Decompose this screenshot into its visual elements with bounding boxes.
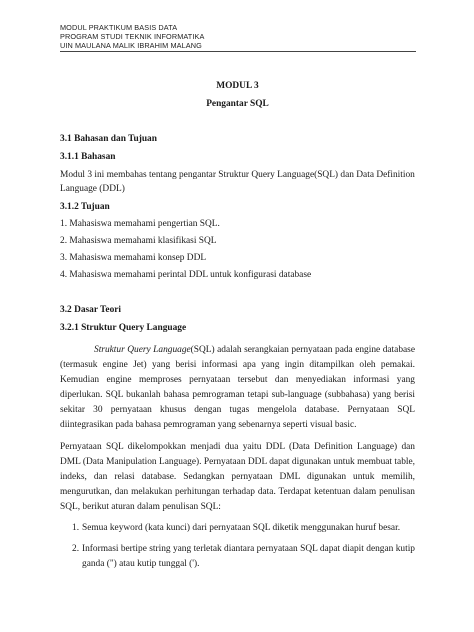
goals-list bbox=[60, 217, 415, 282]
rule-text: Informasi bertipe string yang terletak diantara pernyataan SQL dapat diapit dengan kutip ganda (") atau kutip tunggal ('). bbox=[82, 544, 415, 569]
rule-item bbox=[60, 521, 415, 536]
section-3-2-1-heading: 3.2.1 Struktur Query Language bbox=[60, 323, 187, 333]
section-3-1-heading: 3.1 Bahasan dan Tujuan bbox=[60, 134, 157, 144]
rule-item bbox=[60, 542, 415, 572]
header-university: UIN MAULANA MALIK IBRAHIM MALANG bbox=[60, 41, 202, 50]
module-title: MODUL 3 bbox=[216, 81, 259, 91]
header-course: MODUL PRAKTIKUM BASIS DATA bbox=[60, 23, 178, 32]
header-program: PROGRAM STUDI TEKNIK INFORMATIKA bbox=[60, 32, 205, 41]
sql-term: Struktur Query Language bbox=[94, 345, 191, 355]
sql-classification-paragraph: Pernyataan SQL dikelompokkan menjadi dua yaitu DDL (Data Definition Language) dan DML (Data Manipulation Language). Pernyataan DDL dapat digunakan untuk membuat table, indeks, dan relasi database. Sedangkan pernyataan DML digunakan untuk memilih, mengurutkan, dan melakukan perhitungan terhadap data. Terdapat ketentuan dalam penulisan SQL, berikut aturan dalam penulisan SQL: bbox=[60, 442, 415, 512]
rules-list bbox=[60, 521, 415, 572]
module-subtitle: Pengantar SQL bbox=[206, 99, 269, 109]
section-3-1-2-heading: 3.1.2 Tujuan bbox=[60, 202, 110, 212]
header-rule bbox=[60, 51, 416, 52]
section-3-2-heading: 3.2 Dasar Teori bbox=[60, 305, 122, 315]
goal-item: 3. Mahasiswa memahami konsep DDL bbox=[60, 253, 207, 263]
document-body bbox=[60, 79, 415, 572]
rule-number: 1. bbox=[72, 523, 80, 533]
running-header bbox=[60, 23, 416, 52]
rule-text: Semua keyword (kata kunci) dari pernyataan SQL diketik menggunakan huruf besar. bbox=[82, 523, 401, 533]
sql-definition-paragraph bbox=[60, 343, 415, 433]
section-3-1-1-text: Modul 3 ini membahas tentang pengantar Struktur Query Language(SQL) dan Data Definition Language (DDL) bbox=[60, 170, 415, 194]
sql-definition-text: (SQL) adalah serangkaian pernyataan pada engine database (termasuk engine Jet) yang berisi informasi apa yang ingin ditampilkan oleh pemakai. Kemudian engine memproses pernyataan tersebut dan menyediakan informasi yang diperlukan. SQL bukanlah bahasa pemrograman tetapi sub-language (subbahasa) yang berisi sekitar 30 pernyataan khusus dengan tugas mengelola database. Pernyataan SQL diintegrasikan pada bahasa pemrograman yang sebenarnya seperti visual basic. bbox=[60, 345, 415, 430]
rule-number: 2. bbox=[72, 544, 80, 554]
section-3-1-1-heading: 3.1.1 Bahasan bbox=[60, 152, 116, 162]
goal-item: 2. Mahasiswa memahami klasifikasi SQL bbox=[60, 236, 217, 246]
goal-item: 4. Mahasiswa memahami perintal DDL untuk konfigurasi database bbox=[60, 270, 312, 280]
goal-item: 1. Mahasiswa memahami pengertian SQL. bbox=[60, 219, 220, 229]
